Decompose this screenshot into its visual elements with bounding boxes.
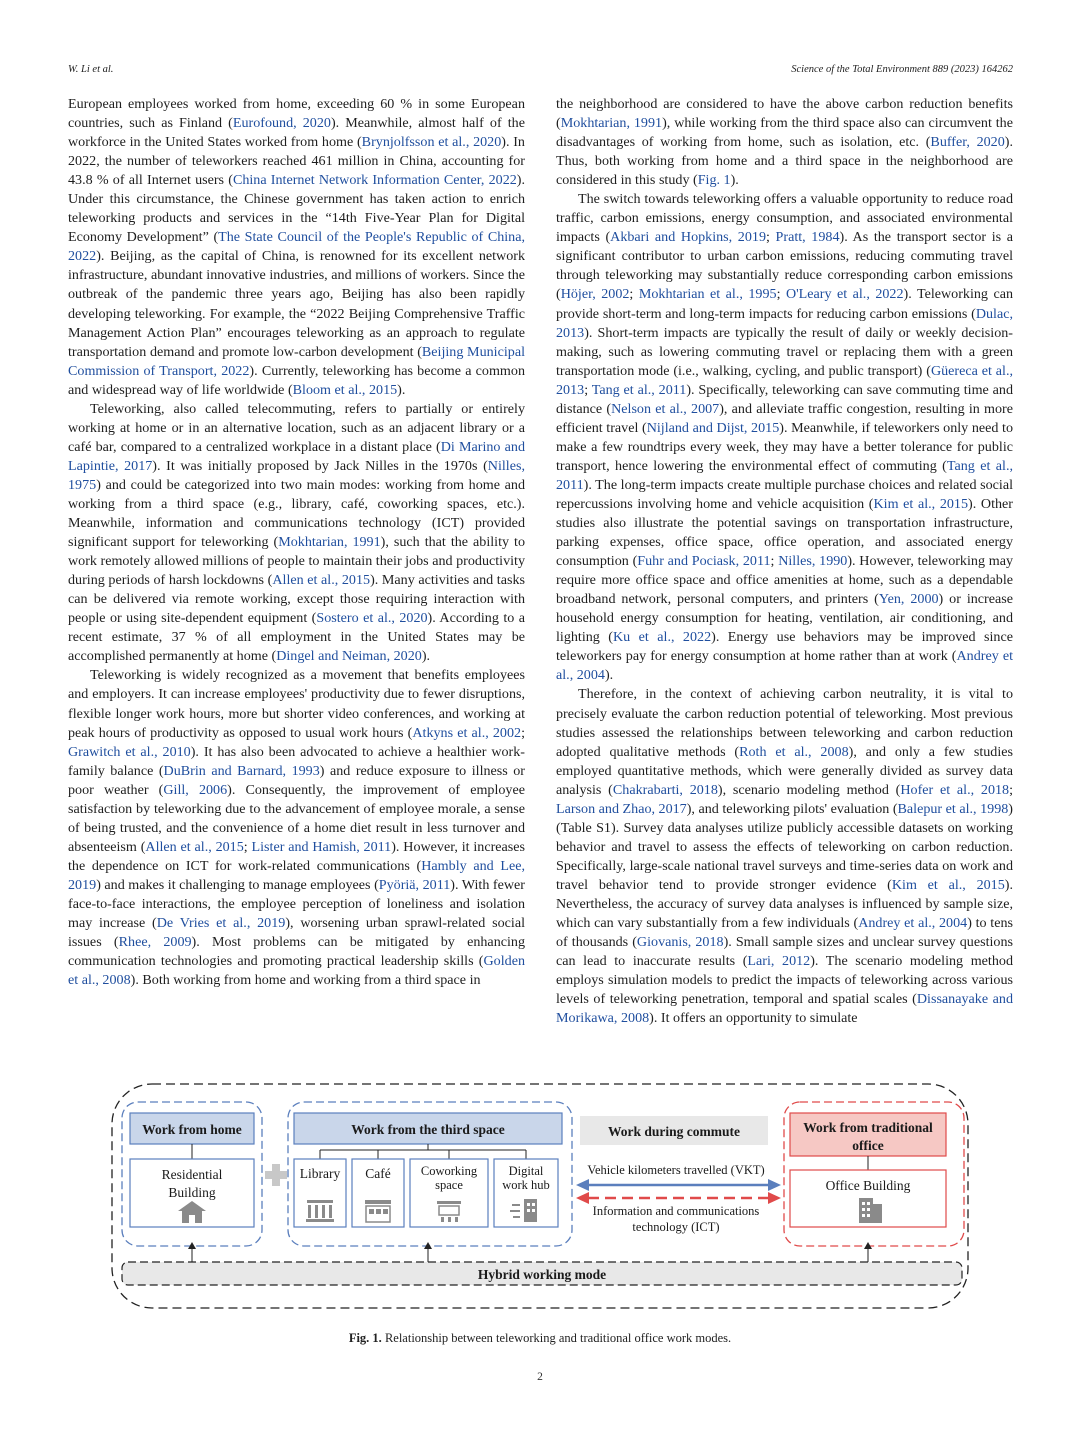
body-text: ; <box>629 286 639 303</box>
commute-title: Work during commute <box>607 1124 741 1139</box>
citation-link[interactable]: Pyöriä, 2011 <box>378 876 451 893</box>
citation-link[interactable]: De Vries et al., 2019 <box>156 915 286 932</box>
body-text: ), and only a few studies employed quantitative methods, which were generally divided as survey data analysis ( <box>556 743 1013 798</box>
citation-link[interactable]: Chakrabarti, 2018 <box>612 781 718 798</box>
citation-link[interactable]: Buffer, 2020 <box>930 134 1005 151</box>
citation-link[interactable]: Fig. 1 <box>697 172 731 189</box>
citation-link[interactable]: Hofer et al., 2018 <box>900 781 1010 798</box>
citation-link[interactable]: Ku et al., 2022 <box>613 629 712 646</box>
body-text: ), and teleworking pilots' evaluation ( <box>686 800 898 817</box>
body-text: ). Other studies also illustrate the potential savings on transportation infrastructure, parking expenses, office space, office operation, and associated energy consumption ( <box>556 495 1013 570</box>
citation-link[interactable]: Atkyns et al., 2002 <box>412 724 522 741</box>
figure-caption-text: Relationship between teleworking and traditional office work modes. <box>381 1331 732 1345</box>
running-header <box>68 64 1013 80</box>
page-number: 2 <box>537 1371 543 1383</box>
home-place-line2: Building <box>168 1185 216 1200</box>
vkt-label: Vehicle kilometers travelled (VKT) <box>587 1163 765 1177</box>
citation-link[interactable]: Dissanayake and Morikawa, 2008 <box>556 991 1013 1027</box>
body-text: ; <box>776 286 786 303</box>
body-text: The switch towards teleworking offers a valuable opportunity to reduce road traffic, carbon emissions, energy consumption, and associated environmental impacts ( <box>556 191 1013 246</box>
citation-link[interactable]: Nilles, 1975 <box>68 457 525 493</box>
body-text: ), such that the ability to work remotely allowed millions of people to maintain their jobs and productivity during periods of harsh lockdowns ( <box>68 534 525 589</box>
citation-link[interactable]: Balepur et al., 1998 <box>897 800 1009 817</box>
citation-link[interactable]: Lari, 2012 <box>747 953 811 970</box>
office-title-line2: office <box>852 1138 884 1153</box>
body-text: Therefore, in the context of achieving carbon neutrality, it is vital to precisely evaluate the carbon reduction potential of teleworking. Most previous studies assessed the relationships between teleworking and carbon reduction adopted qualitative methods ( <box>556 686 1013 760</box>
body-text: ). Meanwhile, if teleworkers only need to make a few roundtrips every week, they may have a better tolerance for public transport, hence lowering the environmental effect of commuting ( <box>556 419 1013 474</box>
paragraph <box>68 400 525 667</box>
citation-link[interactable]: The State Council of the People's Republic of China, 2022 <box>68 229 525 265</box>
coworking-label-line2: space <box>435 1178 463 1192</box>
body-text: ), worsening urban sprawl-related social issues ( <box>68 915 525 951</box>
body-text: Teleworking, also called telecommuting, refers to partially or entirely working at home or in an alternative location, such as an adjacent library or a café bar, compared to a centralized workplace in a distant place ( <box>68 400 525 455</box>
body-text: ). <box>397 381 406 398</box>
body-text: ). Teleworking can provide short-term and long-term impacts for reducing carbon emissions ( <box>556 286 1013 322</box>
paragraph <box>556 95 1013 190</box>
body-text: ; <box>584 381 592 398</box>
digital-hub-label-line2: work hub <box>502 1178 550 1192</box>
body-text: Teleworking is widely recognized as a movement that benefits employees and employers. It can increase employees' productivity due to fewer disruptions, flexible longer work hours, more but shorter video conferences, and working at peak hours of productivity as opposed to usual work hours ( <box>68 667 525 741</box>
citation-link[interactable]: Brynjolfsson et al., 2020 <box>361 134 502 151</box>
citation-link[interactable]: Kim et al., 2015 <box>891 876 1005 893</box>
citation-link[interactable]: Dingel and Neiman, 2020 <box>276 648 422 665</box>
left-text-column <box>68 95 525 1065</box>
citation-link[interactable]: Höjer, 2002 <box>560 286 630 303</box>
body-text: ) or increase household energy consumption for heating, ventilation, air conditioning, and lighting ( <box>556 591 1013 646</box>
body-text: ). However, it increases the dependence on ICT for work-related communications ( <box>68 838 525 874</box>
citation-link[interactable]: Hambly and Lee, 2019 <box>68 857 525 893</box>
body-text: ). According to a recent estimate, 37 % of all employment in the United States may be accomplished permanently at home ( <box>68 610 525 665</box>
citation-link[interactable]: Nilles, 1990 <box>778 553 848 570</box>
body-text: ). As the transport sector is a significant contributor to urban carbon emissions, reducing commuting travel through teleworking may substantially reduce corresponding carbon emissions ( <box>556 229 1013 303</box>
citation-link[interactable]: Kim et al., 2015 <box>873 495 969 512</box>
figure-1-diagram <box>108 1080 974 1316</box>
citation-link[interactable]: Tang et al., 2011 <box>591 381 687 398</box>
body-text: ; <box>521 724 525 741</box>
body-text: ). Beijing, as the capital of China, is renowned for its excellent network infrastructure, abundant innovative industries, and millions of workers. Since the outbreak of the pandemic three years ago, Beijing has also been rapidly developing teleworking. For example, the “2022 Beijing Comprehensive Traffic Management Action Plan” encourages teleworking as an approach to regulate transportation demand and promote low-carbon development ( <box>68 248 525 360</box>
body-text: ). It has also been advocated to achieve a healthier work-family balance ( <box>68 743 525 779</box>
body-text: ). It was initially proposed by Jack Nilles in the 1970s ( <box>152 457 488 474</box>
right-text-column <box>556 95 1013 1065</box>
citation-link[interactable]: Eurofound, 2020 <box>232 115 331 132</box>
body-text: ) and makes it challenging to manage employees ( <box>96 876 379 893</box>
body-text: ). Both working from home and working from a third space in <box>130 972 481 989</box>
body-text: ) (Table S1). Survey data analyses utilize publicly accessible datasets on working behavior and travel to assess the effects of teleworking on carbon reduction. Specifically, large-scale national travel surveys and time-series data on work and travel behavior tend to provide stronger evidence ( <box>556 800 1013 893</box>
body-text: ). Specifically, teleworking can save commuting time and distance ( <box>556 381 1013 417</box>
paragraph <box>556 685 1013 1028</box>
home-place-line1: Residential <box>161 1167 223 1182</box>
library-label: Library <box>299 1166 341 1181</box>
body-text: ). <box>421 648 431 665</box>
citation-link[interactable]: Andrey et al., 2004 <box>556 648 1013 684</box>
ict-label-line1: Information and communications <box>592 1204 760 1218</box>
citation-link[interactable]: Dulac, 2013 <box>556 305 1013 341</box>
body-text: the neighborhood are considered to have the above carbon reduction benefits ( <box>556 96 1013 132</box>
citation-link[interactable]: Grawitch et al., 2010 <box>68 743 191 760</box>
ict-arrowhead-right <box>768 1192 781 1204</box>
body-text: ). Currently, teleworking has become a common and widespread way of life worldwide ( <box>68 362 525 398</box>
body-text: ), while working from the third space also can circumvent the disadvantages of working from home, such as isolation, etc. ( <box>556 115 1013 151</box>
body-text: ), scenario modeling method ( <box>717 781 901 798</box>
body-text: ) and could be categorized into two main modes: working from home and working from a third space (e.g., library, café, coworking spaces, etc.). Meanwhile, information and communications technology (ICT) provided significant support for teleworking ( <box>68 476 525 551</box>
citation-link[interactable]: Rhee, 2009 <box>118 934 192 951</box>
header-authors: W. Li et al. <box>68 64 114 75</box>
citation-link[interactable]: Beijing Municipal Commission of Transport, 2022 <box>68 343 525 379</box>
body-text: ) to tens of thousands ( <box>556 915 1013 951</box>
citation-link[interactable]: Lister and Hamish, 2011 <box>251 838 392 855</box>
citation-link[interactable]: Mokhtarian, 1991 <box>278 534 381 551</box>
citation-link[interactable]: Nelson et al., 2007 <box>611 400 720 417</box>
citation-link[interactable]: Di Marino and Lapintie, 2017 <box>68 438 525 474</box>
body-text: ). <box>730 172 739 189</box>
citation-link[interactable]: Akbari and Hopkins, 2019 <box>610 229 766 246</box>
body-text: ), and alleviate traffic congestion, resulting in more efficient travel ( <box>556 400 1013 436</box>
paragraph <box>556 190 1013 685</box>
citation-link[interactable]: Gill, 2006 <box>163 781 228 798</box>
vkt-arrowhead-left <box>576 1179 589 1191</box>
body-text: ; <box>770 553 779 570</box>
citation-link[interactable]: DuBrin and Barnard, 1993 <box>163 762 320 779</box>
body-text: ). However, teleworking may require more office space and office amenities at home, such as a dependable broadband network, personal computers, and printers ( <box>556 553 1013 608</box>
citation-link[interactable]: Roth et al., 2008 <box>739 743 849 760</box>
body-text: ). Most problems can be mitigated by enhancing communication technologies and promoting practical leadership skills ( <box>68 934 525 970</box>
paragraph <box>68 95 525 400</box>
office-place: Office Building <box>825 1178 911 1193</box>
citation-link[interactable]: Allen et al., 2015 <box>145 838 244 855</box>
body-text: European employees worked from home, exceeding 60 % in some European countries, such as Finland ( <box>68 96 525 132</box>
citation-link[interactable]: Mokhtarian et al., 1995 <box>638 286 777 303</box>
citation-link[interactable]: Andrey et al., 2004 <box>858 915 968 932</box>
paragraph <box>68 666 525 990</box>
body-text: ). Nevertheless, the accuracy of survey data analyses is influenced by sample size, which can vary substantially from a few individuals ( <box>556 876 1013 932</box>
citation-link[interactable]: Güereca et al., 2013 <box>556 362 1013 398</box>
figure-caption <box>0 1331 1080 1346</box>
ict-label-line2: technology (ICT) <box>632 1220 720 1234</box>
body-text: ). Many activities and tasks can be delivered via remote working, except those requiring interaction with people or using site-dependent equipment ( <box>68 572 525 627</box>
body-text: ; <box>1009 781 1013 798</box>
citation-link[interactable]: China Internet Network Information Center, 2022 <box>232 172 517 189</box>
coworking-label-line1: Coworking <box>420 1164 478 1178</box>
figure-1 <box>108 1080 974 1316</box>
body-text: ). It offers an opportunity to simulate <box>649 1010 858 1027</box>
hybrid-label: Hybrid working mode <box>477 1267 607 1282</box>
body-text: ). Energy use behaviors may be improved since teleworkers pay for energy consumption at home rather than at work ( <box>556 629 1013 665</box>
citation-link[interactable]: Allen et al., 2015 <box>272 572 371 589</box>
citation-link[interactable]: Sostero et al., 2020 <box>316 610 428 627</box>
citation-link[interactable]: Yen, 2000 <box>878 591 939 608</box>
body-text: ) and reduce exposure to illness or poor weather ( <box>68 762 525 798</box>
header-journal: Science of the Total Environment 889 (2023) 164262 <box>791 64 1013 75</box>
citation-link[interactable]: Larson and Zhao, 2017 <box>556 800 687 817</box>
body-text: ). Meanwhile, almost half of the workforce in the United States worked from home ( <box>68 115 525 151</box>
body-text: ). In 2022, the number of teleworkers reached 461 million in China, accounting for 43.8 % of all Internet users ( <box>68 134 525 189</box>
body-text: ). Thus, both working from home and a third space in the neighborhood are considered in this study ( <box>556 134 1013 189</box>
body-text: ). Under this circumstance, the Chinese government has taken action to enrich teleworking products and services in the “14th Five-Year Plan for Digital Economy Development” ( <box>68 172 525 246</box>
cafe-label: Café <box>365 1166 391 1181</box>
third-space-title: Work from the third space <box>351 1122 505 1137</box>
body-text: ). Short-term impacts are typically the result of daily or weekly decision-making, such as lowering commuting travel or replacing them with a green transportation mode (i.e., walking, cycling, and public transport) ( <box>556 324 1013 379</box>
body-text: ). With fewer face-to-face interactions, the employee perception of loneliness and isolation may increase ( <box>68 876 525 932</box>
body-text: ). Small sample sizes and unclear survey questions can lead to inaccurate results ( <box>556 934 1013 970</box>
body-text: ; <box>243 838 252 855</box>
figure-caption-label: Fig. 1. <box>348 1331 382 1345</box>
citation-link[interactable]: Fuhr and Pociask, 2011 <box>637 553 771 570</box>
citation-link[interactable]: Mokhtarian, 1991 <box>560 115 663 132</box>
citation-link[interactable]: Tang et al., 2011 <box>556 457 1013 493</box>
plus-icon <box>265 1164 287 1186</box>
citation-link[interactable]: O'Leary et al., 2022 <box>785 286 904 303</box>
office-title-line1: Work from traditional <box>803 1120 933 1135</box>
ict-arrowhead-left <box>576 1192 589 1204</box>
body-text: ). The long-term impacts create multiple purchase choices and related social repercussions involving home and vehicle acquisition ( <box>556 476 1013 512</box>
citation-link[interactable]: Golden et al., 2008 <box>68 953 525 989</box>
digital-hub-label-line1: Digital <box>508 1164 544 1178</box>
home-title: Work from home <box>142 1122 242 1137</box>
body-text: ). The scenario modeling method employs simulation models to predict the impacts of teleworking across various levels of teleworking penetration, temporal and spatial scales ( <box>556 953 1013 1008</box>
vkt-arrowhead-right <box>768 1179 781 1191</box>
body-text: ). <box>604 667 614 684</box>
body-text: ; <box>766 229 776 246</box>
body-text: ). Consequently, the improvement of employee satisfaction by teleworking due to the advancement of employee morale, a sense of being trusted, and the convenience of a home diet result in less turnover and absenteeism ( <box>68 781 525 855</box>
citation-link[interactable]: Giovanis, 2018 <box>636 934 724 951</box>
citation-link[interactable]: Bloom et al., 2015 <box>292 381 398 398</box>
citation-link[interactable]: Pratt, 1984 <box>775 229 840 246</box>
citation-link[interactable]: Nijland and Dijst, 2015 <box>646 419 780 436</box>
